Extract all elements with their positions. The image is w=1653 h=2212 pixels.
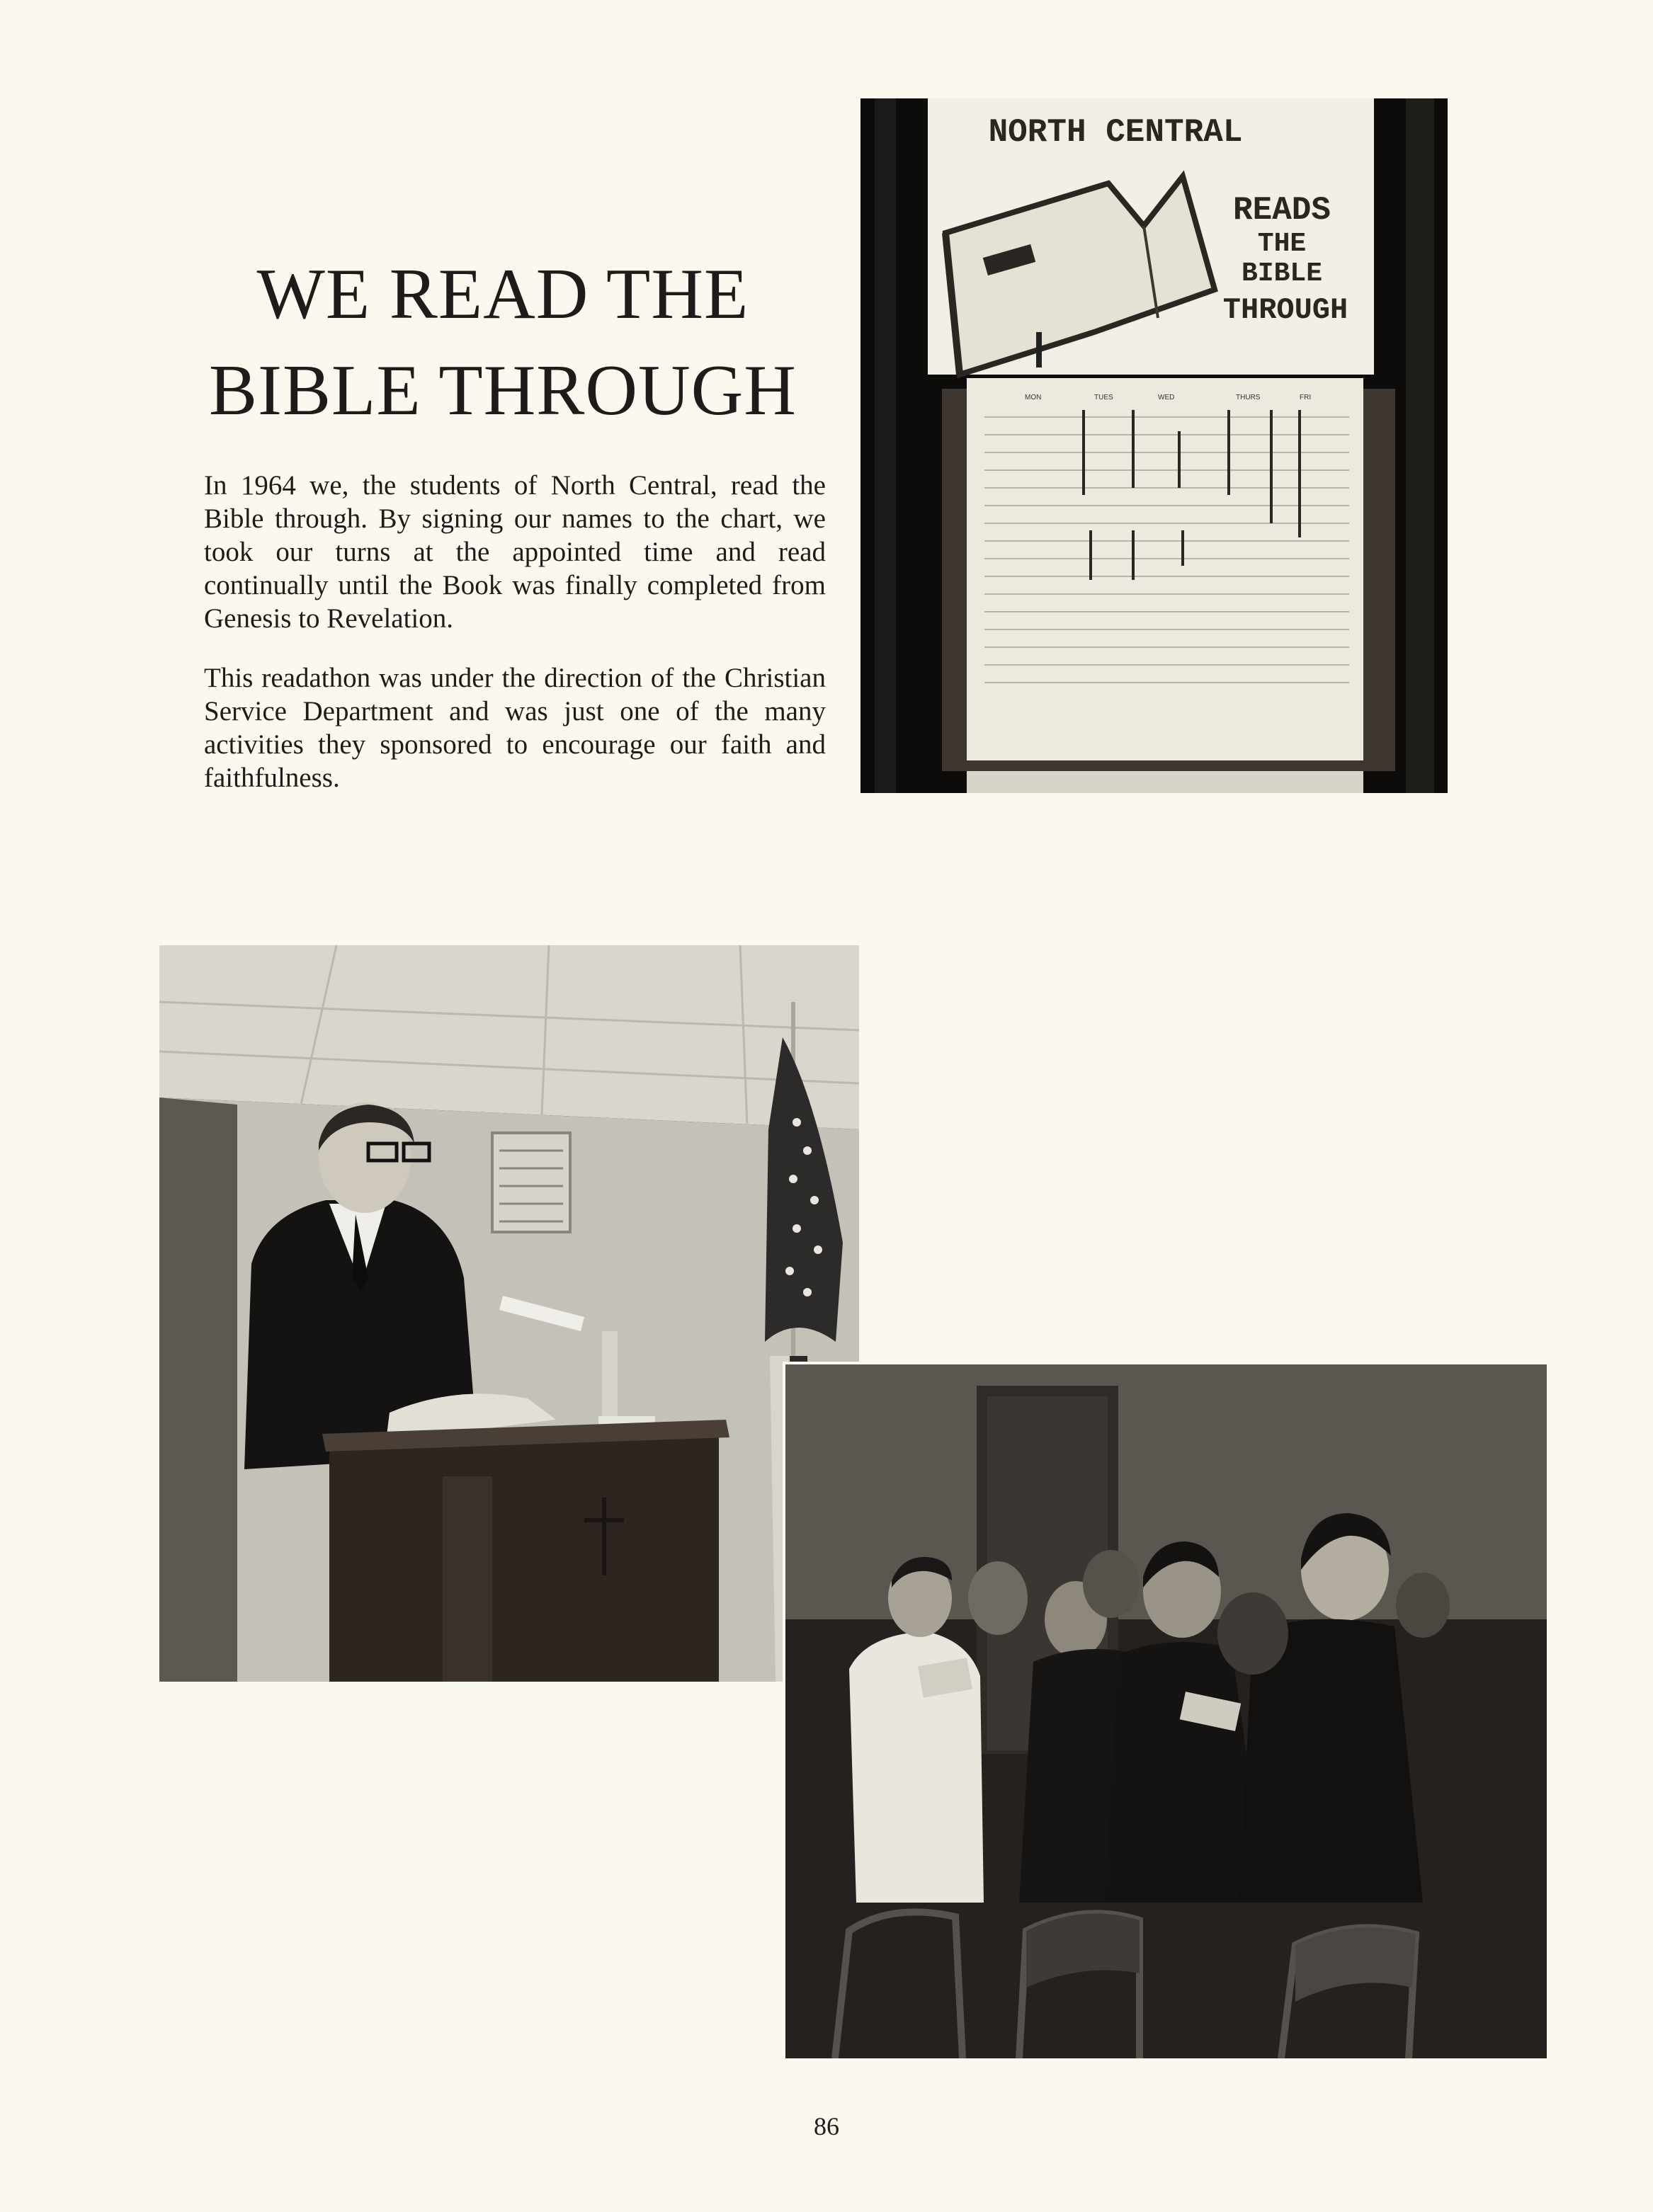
lectern-reader-illustration xyxy=(159,945,859,1682)
group-reading-illustration xyxy=(785,1364,1547,2058)
body-paragraph-1: In 1964 we, the students of North Central, read the Bible through. By signing our names to the chart, we took our turns at the appointed time and read continually until the Book was finally completed from Genesis to Revelation. xyxy=(204,470,826,634)
sign-line-3: THE xyxy=(1257,229,1307,259)
chart-day-thurs: THURS xyxy=(1236,394,1261,401)
body-paragraph-2: This readathon was under the direction of the Christian Service Department and was just one of the many activities they sponsored to encourage our faith and faithfulness. xyxy=(204,663,826,793)
group-figures xyxy=(849,1513,1450,1903)
bible-chart-photo xyxy=(860,98,1448,793)
title-line-1: WE READ THE xyxy=(256,254,749,334)
lectern-reader-photo xyxy=(159,945,859,1682)
page-number: 86 xyxy=(814,2112,839,2140)
chart-day-fri: FRI xyxy=(1300,394,1312,401)
sign-line-1: NORTH CENTRAL xyxy=(988,114,1243,151)
sign-line-5: THROUGH xyxy=(1222,293,1348,327)
bible-chart-illustration xyxy=(860,98,1448,793)
chart-day-mon: MON xyxy=(1025,394,1042,401)
title-line-2: BIBLE THROUGH xyxy=(209,350,797,431)
chart-day-tues: TUES xyxy=(1094,394,1113,401)
chart-day-wed: WED xyxy=(1158,394,1175,401)
sign-line-2: READS xyxy=(1232,192,1331,229)
page-title xyxy=(177,246,829,439)
group-reading-photo xyxy=(783,1362,1550,2061)
sign-line-4: BIBLE xyxy=(1241,258,1323,289)
